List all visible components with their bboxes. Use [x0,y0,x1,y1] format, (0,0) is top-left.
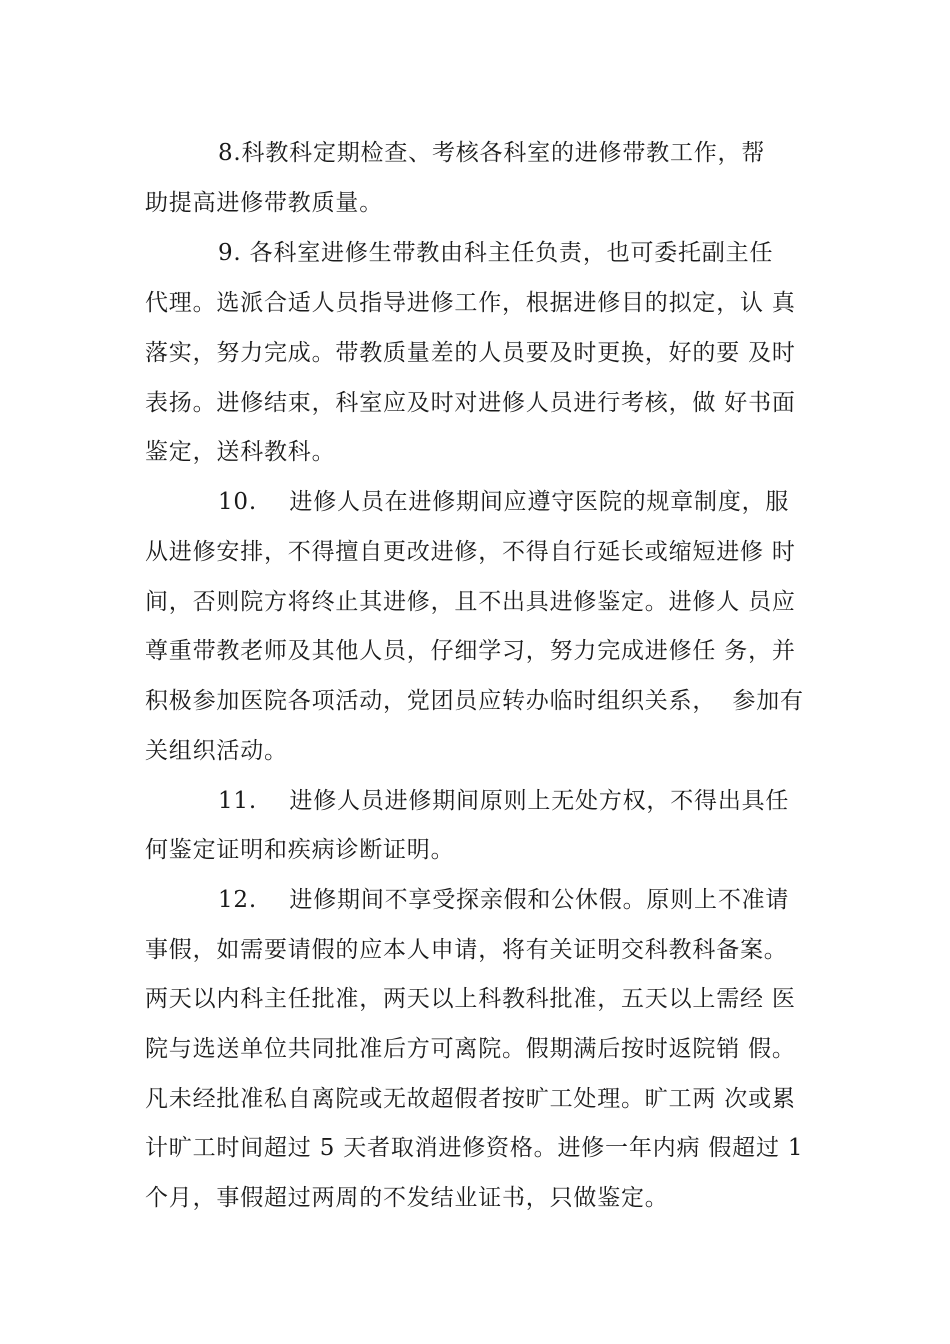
paragraph-line: 9. 各科室进修生带教由科主任负责，也可委托副主任 [218,240,774,266]
paragraph-line: 凡未经批准私自离院或无故超假者按旷工处理。旷工两 次或累 [145,1086,796,1112]
paragraph-line: 12. 进修期间不享受探亲假和公休假。原则上不准请 [218,887,790,913]
paragraph-line: 8.科教科定期检查、考核各科室的进修带教工作，帮 [218,140,766,166]
paragraph-line: 何鉴定证明和疾病诊断证明。 [145,837,455,863]
paragraph-line: 鉴定，送科教科。 [145,439,336,465]
paragraph-line: 尊重带教老师及其他人员，仔细学习，努力完成进修任 务，并 [145,638,796,664]
paragraph-line: 关组织活动。 [145,738,288,764]
paragraph-line: 计旷工时间超过 5 天者取消进修资格。进修一年内病 假超过 1 [145,1135,804,1161]
paragraph-line: 两天以内科主任批准，两天以上科教科批准，五天以上需经 医 [145,986,796,1012]
paragraph-line: 院与选送单位共同批准后方可离院。假期满后按时返院销 假。 [145,1036,796,1062]
paragraph-line: 个月，事假超过两周的不发结业证书，只做鉴定。 [145,1185,669,1211]
paragraph-line: 落实，努力完成。带教质量差的人员要及时更换，好的要 及时 [145,340,796,366]
paragraph-line: 表扬。进修结束，科室应及时对进修人员进行考核，做 好书面 [145,390,796,416]
paragraph-line: 间，否则院方将终止其进修，且不出具进修鉴定。进修人 员应 [145,589,796,615]
paragraph-line: 积极参加医院各项活动，党团员应转办临时组织关系， 参加有 [145,688,804,714]
paragraph-line: 事假，如需要请假的应本人申请，将有关证明交科教科备案。 [145,937,788,963]
paragraph-line: 10. 进修人员在进修期间应遵守医院的规章制度，服 [218,489,790,515]
paragraph-line: 代理。选派合适人员指导进修工作，根据进修目的拟定，认 真 [145,290,796,316]
paragraph-line: 11. 进修人员进修期间原则上无处方权，不得出具任 [218,788,790,814]
paragraph-line: 助提高进修带教质量。 [145,190,383,216]
paragraph-line: 从进修安排，不得擅自更改进修，不得自行延长或缩短进修 时 [145,539,796,565]
